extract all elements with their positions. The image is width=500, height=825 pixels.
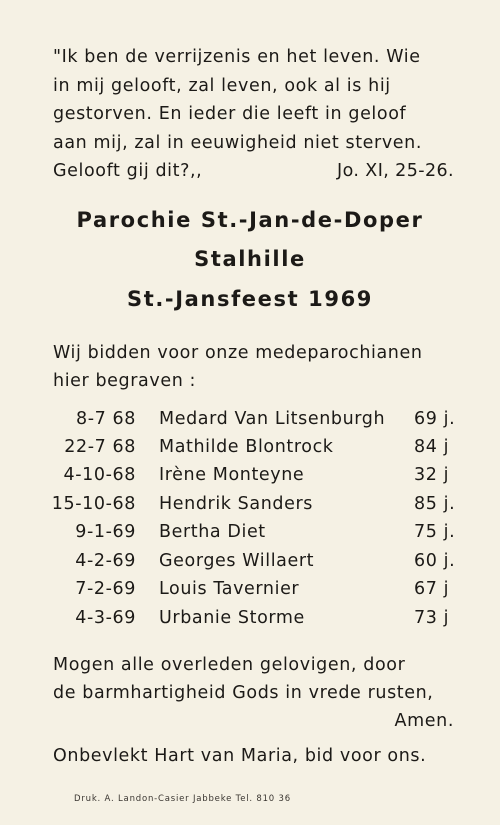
village-heading: Stalhille (194, 247, 306, 271)
burial-name: Georges Willaert (159, 551, 315, 571)
burial-age: 60 j. (414, 551, 456, 571)
intro-line: hier begraven : (53, 371, 197, 391)
burial-date: 22-7 68 (64, 437, 136, 457)
parish-heading: Parochie St.-Jan-de-Doper (76, 208, 424, 232)
burial-date: 7-2-69 (75, 579, 136, 599)
burial-age: 84 j (414, 437, 450, 457)
burial-name: Louis Tavernier (159, 579, 300, 599)
amen-line: Amen. (394, 711, 454, 731)
burial-date: 15-10-68 (51, 494, 136, 514)
burial-row (0, 435, 500, 459)
burial-date: 4-10-68 (63, 465, 136, 485)
quote-line: in mij gelooft, zal leven, ook al is hij (53, 76, 391, 96)
burial-name: Mathilde Blontrock (159, 437, 334, 457)
burial-age: 69 j. (414, 409, 456, 429)
burial-row (0, 407, 500, 431)
burial-date: 8-7 68 (75, 409, 136, 429)
burial-name: Hendrik Sanders (159, 494, 313, 514)
burial-age: 32 j (414, 465, 450, 485)
burial-row (0, 549, 500, 573)
quote-line: gestorven. En ieder die leeft in geloof (53, 104, 407, 124)
quote-line: "Ik ben de verrijzenis en het leven. Wie (53, 47, 421, 67)
closing-line: de barmhartigheid Gods in vrede rusten, (53, 683, 434, 703)
burial-age: 75 j. (414, 522, 456, 542)
feast-heading: St.-Jansfeest 1969 (126, 287, 373, 311)
scripture-reference: Jo. XI, 25-26. (337, 161, 454, 181)
burial-date: 4-3-69 (75, 608, 136, 628)
burial-row (0, 463, 500, 487)
invocation-line: Onbevlekt Hart van Maria, bid voor ons. (53, 746, 427, 766)
burial-row (0, 492, 500, 516)
burial-name: Urbanie Storme (159, 608, 305, 628)
burial-age: 85 j. (414, 494, 456, 514)
closing-line: Mogen alle overleden gelovigen, door (53, 655, 406, 675)
burial-age: 67 j (414, 579, 450, 599)
burial-name: Medard Van Litsenburgh (159, 409, 386, 429)
burial-date: 4-2-69 (75, 551, 136, 571)
quote-line: Gelooft gij dit?,, (53, 161, 203, 181)
intro-line: Wij bidden voor onze medeparochianen (53, 343, 423, 363)
burial-row (0, 520, 500, 544)
burial-row (0, 606, 500, 630)
burial-row (0, 577, 500, 601)
burial-date: 9-1-69 (75, 522, 136, 542)
burial-name: Irène Monteyne (159, 465, 305, 485)
printer-imprint: Druk. A. Landon-Casier Jabbeke Tel. 810 36 (74, 794, 291, 804)
burial-age: 73 j (414, 608, 450, 628)
burial-name: Bertha Diet (159, 522, 266, 542)
quote-line: aan mij, zal in eeuwigheid niet sterven. (53, 133, 423, 153)
